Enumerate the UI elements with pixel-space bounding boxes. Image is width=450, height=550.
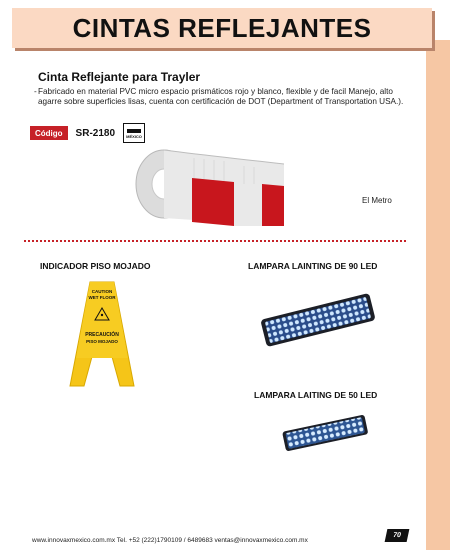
item-title-wet-floor: INDICADOR PISO MOJADO xyxy=(40,261,151,271)
unit-text: El Metro xyxy=(362,196,392,205)
bullet-dash: - xyxy=(34,87,37,96)
footer-contact: www.innovaxmexico.com.mx Tel. +52 (222)1790109 / 6489683 ventas@innovaxmexico.com.mx xyxy=(32,537,308,544)
sign-top-line1: CAUTION xyxy=(91,289,113,294)
side-accent-bar xyxy=(426,40,450,550)
certification-logo-text: MÉXICO xyxy=(126,133,142,139)
reflective-tape-roll-image xyxy=(134,146,284,231)
sign-bottom-line1: PRECAUCIÓN xyxy=(85,332,119,338)
product-description xyxy=(34,87,418,107)
page-number: 70 xyxy=(385,529,410,542)
lamp-50-led-image xyxy=(280,410,370,455)
certification-logo xyxy=(123,123,145,143)
sign-top-line2: WET FLOOR xyxy=(88,295,116,300)
product-title: Cinta Reflejante para Trayler xyxy=(38,70,201,84)
wet-floor-sign-image xyxy=(62,280,142,390)
sign-bottom-line2: PISO MOJADO xyxy=(86,339,118,344)
item-title-lamp-50: LAMPARA LAITING DE 50 LED xyxy=(254,390,378,400)
item-title-lamp-90: LAMPARA LAINTING DE 90 LED xyxy=(248,261,378,271)
page-title: CINTAS REFLEJANTES xyxy=(72,12,372,43)
code-row xyxy=(30,124,145,142)
code-value: SR-2180 xyxy=(75,127,116,139)
code-label: Código xyxy=(30,126,68,140)
section-divider xyxy=(24,240,406,242)
title-banner xyxy=(12,8,432,48)
lamp-90-led-image xyxy=(258,290,378,350)
product-description-text: Fabricado en material PVC micro espacio prismáticos rojo y blanco, flexible y de facil Manejo, alto agarre sobre superficies lisas, cuenta con certificación de DOT (Department of Transportation USA.). xyxy=(38,87,404,106)
